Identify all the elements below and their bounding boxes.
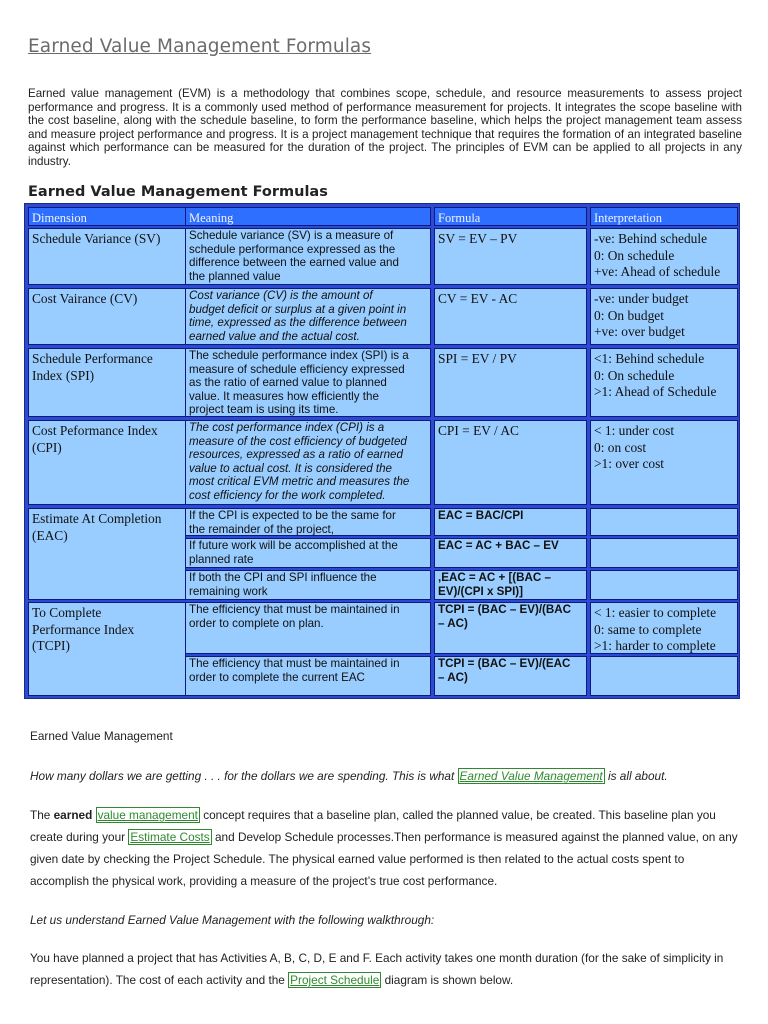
- p2-text-mid: concept requires that a baseline plan, called the planned value, be created. This baseline plan you create during your: [30, 808, 716, 844]
- dimension-text: [29, 289, 185, 310]
- table-header-label: Interpretation: [594, 211, 663, 225]
- estimate-costs-link[interactable]: Estimate Costs: [130, 830, 210, 844]
- p1-text-end: is all about.: [604, 769, 668, 783]
- meaning-cell: [185, 228, 431, 285]
- p2-bold-word: earned: [53, 808, 93, 822]
- meaning-cell: [185, 508, 431, 536]
- dimension-text-line: (CPI): [32, 439, 62, 455]
- formula-text: [435, 421, 586, 442]
- dimension-cell: [28, 228, 186, 285]
- meaning-text-line: most critical EVM metric and measures the: [189, 475, 410, 489]
- meaning-text: [186, 421, 430, 503]
- dimension-text-line: Performance Index: [32, 621, 135, 637]
- interpretation-text-line: < 1: under cost: [594, 423, 675, 438]
- meaning-cell: [185, 570, 431, 600]
- interpretation-text-line: >1: Ahead of Schedule: [594, 384, 717, 399]
- meaning-text-line: Schedule variance (SV) is a measure of: [189, 229, 394, 242]
- interpretation-cell: [590, 602, 738, 654]
- formula-text: [435, 603, 586, 630]
- interpretation-cell: [590, 570, 738, 600]
- dimension-cell: [28, 508, 186, 600]
- formula-text-line: TCPI = (BAC – EV)/(BAC: [438, 603, 572, 616]
- interpretation-cell: [590, 420, 738, 505]
- interpretation-text-line: -ve: under budget: [594, 291, 689, 306]
- formula-text-line: EV)/(CPI x SPI)]: [438, 584, 524, 598]
- paragraph-baseline: [30, 804, 742, 892]
- formula-cell: [434, 570, 587, 600]
- meaning-text: [186, 539, 430, 566]
- formula-text-line: – AC): [438, 670, 468, 684]
- meaning-text-line: time, expressed as the difference between: [189, 316, 407, 330]
- formula-text-line: SPI = EV / PV: [438, 351, 517, 366]
- paragraph-walkthrough: Let us understand Earned Value Management with the following walkthrough:: [30, 913, 435, 927]
- interpretation-cell: [590, 538, 738, 568]
- p4-text-end: diagram is shown below.: [381, 973, 514, 987]
- meaning-text-line: If both the CPI and SPI influence the: [189, 571, 377, 584]
- meaning-text-line: order to complete the current EAC: [189, 670, 365, 684]
- formula-text: [435, 229, 586, 250]
- meaning-text-line: measure of the cost efficiency of budgeted: [189, 434, 407, 448]
- dimension-cell: [28, 420, 186, 505]
- meaning-text: [186, 509, 430, 536]
- interpretation-text-line: <1: Behind schedule: [594, 351, 705, 366]
- meaning-text-line: The cost performance index (CPI) is a: [189, 421, 385, 434]
- interpretation-text-line: +ve: over budget: [594, 324, 685, 339]
- paragraph-activities: [30, 947, 742, 991]
- dimension-text-line: Index (SPI): [32, 367, 95, 383]
- meaning-text-line: project team is using its time.: [189, 403, 339, 417]
- dimension-text: [29, 349, 185, 386]
- formula-cell: [434, 288, 587, 345]
- evm-formulas-table: [24, 203, 740, 699]
- meaning-text-line: value to actual cost. It is considered the: [189, 461, 393, 475]
- dimension-text-line: (EAC): [32, 527, 68, 543]
- interpretation-text-line: +ve: Ahead of schedule: [594, 264, 721, 279]
- formulas-subtitle: Earned Value Management Formulas: [28, 184, 328, 200]
- table-header-formula: [434, 207, 587, 226]
- formula-text-line: TCPI = (BAC – EV)/(EAC: [438, 657, 571, 670]
- dimension-text-line: Schedule Performance: [32, 351, 153, 366]
- meaning-cell: [185, 602, 431, 654]
- meaning-text-line: schedule performance expressed as the: [189, 242, 396, 256]
- dimension-text: [29, 509, 185, 546]
- formula-text-line: ,EAC = AC + [(BAC –: [438, 571, 551, 584]
- formula-cell: [434, 538, 587, 568]
- formula-text: [435, 539, 586, 553]
- dimension-cell: [28, 288, 186, 345]
- interpretation-text-line: 0: same to complete: [594, 621, 702, 637]
- meaning-text-line: earned value and the actual cost.: [189, 329, 360, 343]
- interpretation-text-line: 0: On schedule: [594, 367, 675, 383]
- meaning-text: [186, 229, 430, 283]
- meaning-text: [186, 657, 430, 684]
- paragraph-intro-question: [30, 765, 742, 787]
- formula-text: [435, 657, 586, 684]
- interpretation-text-line: >1: over cost: [594, 456, 665, 471]
- interpretation-text: [591, 349, 737, 403]
- meaning-text-line: the planned value: [189, 269, 281, 283]
- earned-value-management-link[interactable]: Earned Value Management: [459, 769, 603, 783]
- formula-text: [435, 349, 586, 370]
- interpretation-text: [591, 289, 737, 343]
- meaning-text: [186, 571, 430, 598]
- interpretation-cell: [590, 288, 738, 345]
- meaning-text-line: If future work will be accomplished at the: [189, 539, 398, 552]
- meaning-text-line: The schedule performance index (SPI) is a: [189, 349, 409, 362]
- dimension-cell: [28, 348, 186, 417]
- meaning-cell: [185, 420, 431, 505]
- interpretation-text: [591, 229, 737, 283]
- dimension-text-line: Cost Vairance (CV): [32, 291, 138, 306]
- meaning-text-line: If the CPI is expected to be the same for: [189, 509, 396, 522]
- interpretation-text-line: -ve: Behind schedule: [594, 231, 708, 246]
- dimension-text: [29, 603, 185, 657]
- meaning-text: [186, 349, 430, 417]
- dimension-text-line: To Complete: [32, 605, 102, 620]
- table-header-interpretation: [590, 207, 738, 226]
- interpretation-cell: [590, 656, 738, 696]
- meaning-text-line: value. It measures how efficiently the: [189, 389, 379, 403]
- interpretation-text-line: 0: On budget: [594, 307, 664, 323]
- meaning-cell: [185, 288, 431, 345]
- interpretation-text-line: 0: on cost: [594, 439, 647, 455]
- meaning-text-line: cost efficiency for the work completed.: [189, 488, 386, 502]
- meaning-text-line: remaining work: [189, 584, 268, 598]
- interpretation-text: [591, 603, 737, 654]
- interpretation-cell: [590, 508, 738, 536]
- dimension-cell: [28, 602, 186, 696]
- meaning-text-line: difference between the earned value and: [189, 256, 399, 270]
- meaning-text: [186, 603, 430, 630]
- formula-text-line: CV = EV - AC: [438, 291, 518, 306]
- meaning-text-line: Cost variance (CV) is the amount of: [189, 289, 373, 302]
- dimension-text-line: Estimate At Completion: [32, 511, 162, 526]
- project-schedule-link[interactable]: Project Schedule: [290, 973, 380, 987]
- intro-paragraph: Earned value management (EVM) is a methodology that combines scope, schedule, and resource measurements to assess project performance and progress. It is a commonly used method of performance measurement for projects. It integrates the scope baseline with the cost baseline, along with the schedule baseline, to form the performance baseline, which helps the project management team assess and measure project performance and progress. It is a project management technique that requires the formation of an integrated baseline against which performance can be measured for the duration of the project. The principles of EVM can be applied to all projects in any industry.: [28, 87, 742, 168]
- meaning-text-line: the remainder of the project,: [189, 522, 335, 536]
- formula-cell: [434, 228, 587, 285]
- table-header-dimension: [28, 207, 186, 226]
- interpretation-text-line: < 1: easier to complete: [594, 605, 717, 620]
- meaning-text-line: budget deficit or surplus at a given point in: [189, 302, 407, 316]
- section-heading: Earned Value Management: [30, 729, 173, 743]
- formula-text-line: EAC = AC + BAC – EV: [438, 539, 559, 552]
- formula-cell: [434, 420, 587, 505]
- formula-cell: [434, 348, 587, 417]
- formula-text-line: CPI = EV / AC: [438, 423, 519, 438]
- dimension-text-line: Cost Peformance Index: [32, 423, 158, 438]
- meaning-text-line: measure of schedule efficiency expressed: [189, 362, 405, 376]
- meaning-cell: [185, 348, 431, 417]
- meaning-cell: [185, 538, 431, 568]
- p1-text: How many dollars we are getting . . . for the dollars we are spending. This is what: [30, 769, 458, 783]
- formula-text-line: EAC = BAC/CPI: [438, 509, 524, 522]
- interpretation-cell: [590, 228, 738, 285]
- formula-text-line: – AC): [438, 616, 468, 630]
- table-header-label: Formula: [438, 211, 481, 225]
- formula-text-line: SV = EV – PV: [438, 231, 518, 246]
- value-management-link[interactable]: value management: [97, 808, 198, 822]
- dimension-text-line: Schedule Variance (SV): [32, 231, 161, 246]
- p2-text: The: [30, 808, 54, 822]
- table-header-meaning: [185, 207, 431, 226]
- interpretation-text: [591, 421, 737, 475]
- dimension-text: [29, 229, 185, 250]
- meaning-text-line: order to complete on plan.: [189, 616, 324, 630]
- p4-text: You have planned a project that has Activities A, B, C, D, E and F. Each activity takes one month duration (for the sake of simplicity in representation). The cost of each activity and the: [30, 951, 724, 987]
- formula-cell: [434, 508, 587, 536]
- dimension-text: [29, 421, 185, 458]
- p2-text-end: and Develop Schedule processes.Then performance is measured against the planned value, on any given date by checking the Project Schedule. The physical earned value performed is then related to the actual costs spent to accomplish the physical work, providing a measure of the project’s true cost performance.: [30, 830, 738, 888]
- dimension-text-line: (TCPI): [32, 638, 70, 653]
- interpretation-text-line: 0: On schedule: [594, 247, 675, 263]
- meaning-text-line: as the ratio of earned value to planned: [189, 376, 387, 390]
- meaning-text: [186, 289, 430, 343]
- meaning-cell: [185, 656, 431, 696]
- formula-text: [435, 571, 586, 598]
- interpretation-text-line: >1: harder to complete: [594, 638, 716, 653]
- table-header-label: Dimension: [32, 211, 87, 225]
- formula-text: [435, 509, 586, 523]
- meaning-text-line: The efficiency that must be maintained in: [189, 657, 400, 670]
- formula-text: [435, 289, 586, 310]
- interpretation-cell: [590, 348, 738, 417]
- formula-cell: [434, 656, 587, 696]
- meaning-text-line: resources, expressed as a ratio of earned: [189, 448, 403, 462]
- meaning-text-line: The efficiency that must be maintained in: [189, 603, 400, 616]
- meaning-text-line: planned rate: [189, 552, 254, 566]
- formula-cell: [434, 602, 587, 654]
- table-header-label: Meaning: [189, 211, 234, 225]
- page-title: Earned Value Management Formulas: [28, 36, 372, 57]
